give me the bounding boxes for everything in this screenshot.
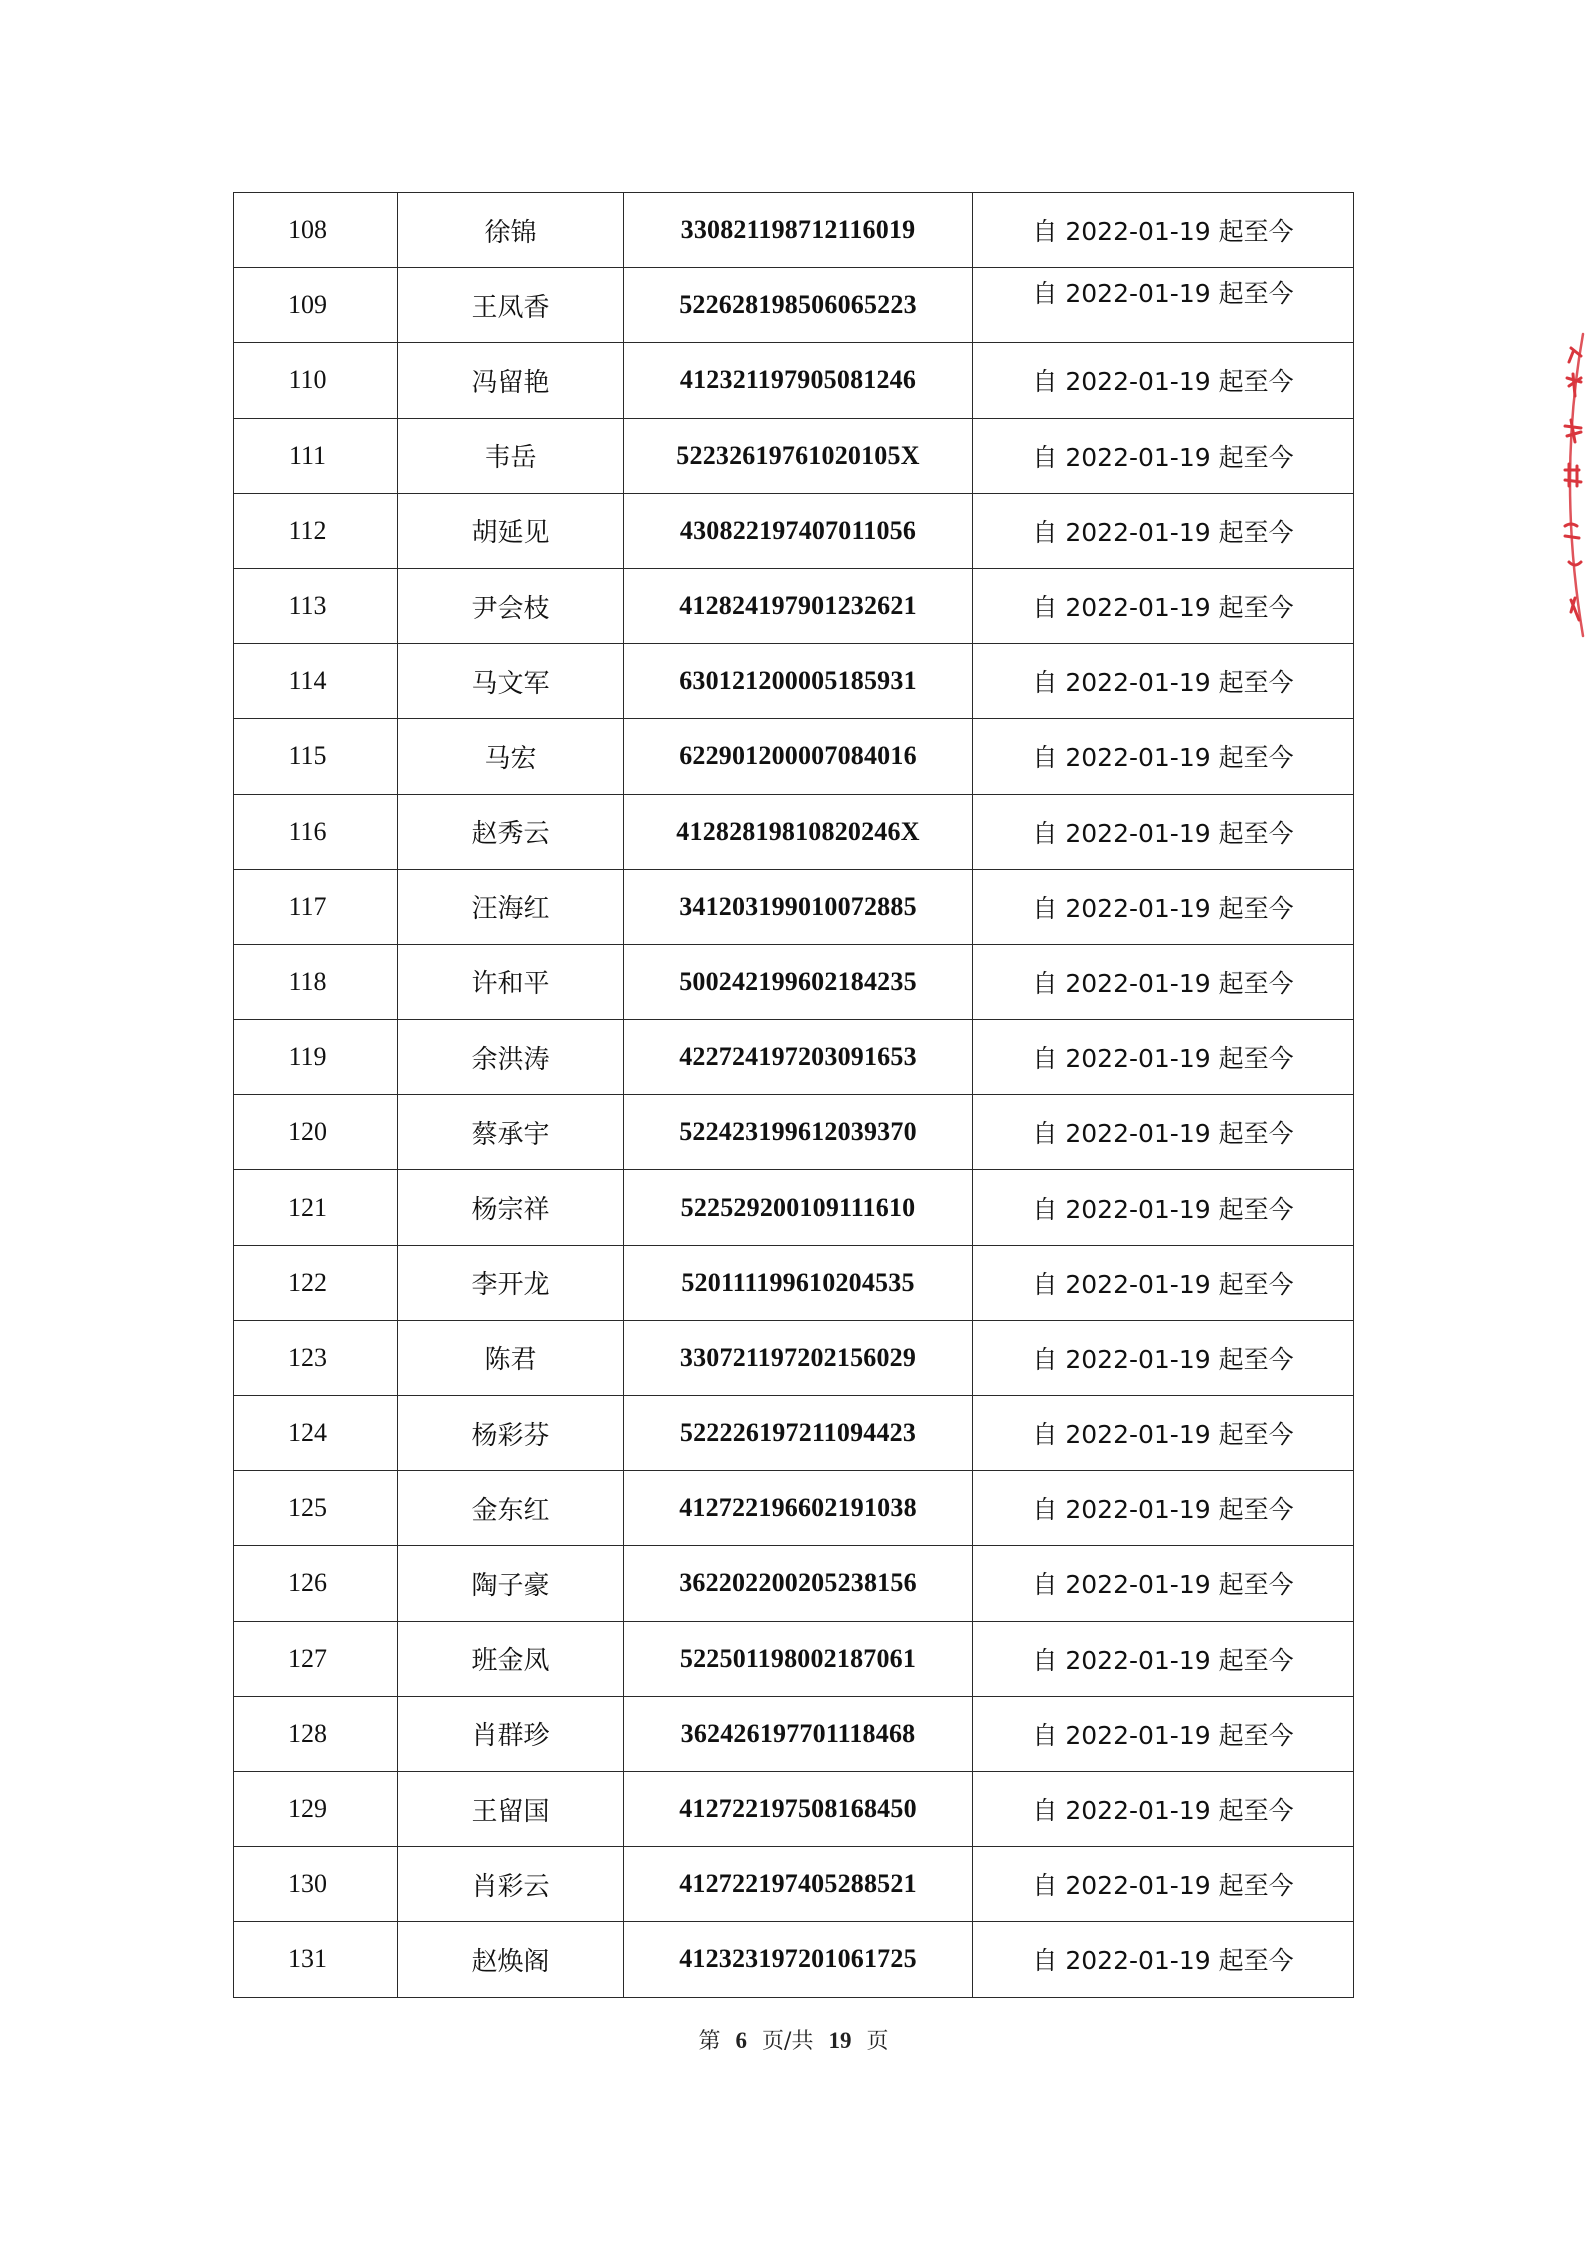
period-cell: 自 2022-01-19 起至今 — [973, 719, 1354, 794]
row-number-cell: 128 — [234, 1696, 398, 1771]
name-cell: 肖群珍 — [398, 1696, 624, 1771]
row-number-cell: 127 — [234, 1621, 398, 1696]
name-cell: 许和平 — [398, 944, 624, 1019]
name-cell: 蔡承宇 — [398, 1095, 624, 1170]
table-row — [234, 869, 1354, 944]
period-cell: 自 2022-01-19 起至今 — [973, 1922, 1354, 1997]
name-cell: 杨宗祥 — [398, 1170, 624, 1245]
table-row — [234, 1471, 1354, 1546]
period-cell: 自 2022-01-19 起至今 — [973, 418, 1354, 493]
id-number-cell: 520111199610204535 — [624, 1245, 973, 1320]
row-number-cell: 122 — [234, 1245, 398, 1320]
footer-middle: 页/共 — [762, 2029, 814, 2054]
table-row — [234, 1245, 1354, 1320]
row-number-cell: 118 — [234, 944, 398, 1019]
period-cell: 自 2022-01-19 起至今 — [973, 1245, 1354, 1320]
row-number-cell: 125 — [234, 1471, 398, 1546]
period-cell: 自 2022-01-19 起至今 — [973, 1696, 1354, 1771]
table-row — [234, 1020, 1354, 1095]
name-cell: 马文军 — [398, 644, 624, 719]
id-number-cell: 412321197905081246 — [624, 343, 973, 418]
name-cell: 冯留艳 — [398, 343, 624, 418]
row-number-cell: 126 — [234, 1546, 398, 1621]
id-number-cell: 630121200005185931 — [624, 644, 973, 719]
row-number-cell: 124 — [234, 1396, 398, 1471]
id-number-cell: 412722197405288521 — [624, 1847, 973, 1922]
row-number-cell: 129 — [234, 1771, 398, 1846]
id-number-cell: 412722197508168450 — [624, 1771, 973, 1846]
table-row — [234, 644, 1354, 719]
row-number-cell: 110 — [234, 343, 398, 418]
name-cell: 马宏 — [398, 719, 624, 794]
table-row — [234, 1696, 1354, 1771]
period-cell: 自 2022-01-19 起至今 — [973, 1771, 1354, 1846]
id-number-cell: 522529200109111610 — [624, 1170, 973, 1245]
name-cell: 陈君 — [398, 1320, 624, 1395]
period-cell: 自 2022-01-19 起至今 — [973, 1471, 1354, 1546]
table-row — [234, 1922, 1354, 1997]
period-cell: 自 2022-01-19 起至今 — [973, 1020, 1354, 1095]
name-cell: 杨彩芬 — [398, 1396, 624, 1471]
name-cell: 尹会枝 — [398, 568, 624, 643]
id-number-cell: 341203199010072885 — [624, 869, 973, 944]
name-cell: 徐锦 — [398, 193, 624, 268]
id-number-cell: 522501198002187061 — [624, 1621, 973, 1696]
period-cell: 自 2022-01-19 起至今 — [973, 1847, 1354, 1922]
name-cell: 王留国 — [398, 1771, 624, 1846]
table-row — [234, 1771, 1354, 1846]
id-number-cell: 52232619761020105X — [624, 418, 973, 493]
name-cell: 汪海红 — [398, 869, 624, 944]
name-cell: 胡延见 — [398, 493, 624, 568]
row-number-cell: 117 — [234, 869, 398, 944]
id-number-cell: 522226197211094423 — [624, 1396, 973, 1471]
period-cell: 自 2022-01-19 起至今 — [973, 1170, 1354, 1245]
table-row — [234, 1320, 1354, 1395]
table-row — [234, 1396, 1354, 1471]
row-number-cell: 120 — [234, 1095, 398, 1170]
id-number-cell: 500242199602184235 — [624, 944, 973, 1019]
period-cell: 自 2022-01-19 起至今 — [973, 944, 1354, 1019]
row-number-cell: 121 — [234, 1170, 398, 1245]
period-cell: 自 2022-01-19 起至今 — [973, 1095, 1354, 1170]
name-cell: 肖彩云 — [398, 1847, 624, 1922]
id-number-cell: 330821198712116019 — [624, 193, 973, 268]
period-cell: 自 2022-01-19 起至今 — [973, 493, 1354, 568]
footer-prefix: 第 — [698, 2029, 721, 2054]
row-number-cell: 123 — [234, 1320, 398, 1395]
name-cell: 王凤香 — [398, 268, 624, 343]
name-cell: 韦岳 — [398, 418, 624, 493]
period-cell: 自 2022-01-19 起至今 — [973, 193, 1354, 268]
table-row — [234, 719, 1354, 794]
id-number-cell: 362202200205238156 — [624, 1546, 973, 1621]
id-number-cell: 522423199612039370 — [624, 1095, 973, 1170]
footer-suffix: 页 — [866, 2029, 889, 2054]
roster-table-body — [234, 193, 1354, 1998]
name-cell: 赵焕阁 — [398, 1922, 624, 1997]
row-number-cell: 116 — [234, 794, 398, 869]
table-row — [234, 268, 1354, 343]
id-number-cell: 422724197203091653 — [624, 1020, 973, 1095]
table-row — [234, 1847, 1354, 1922]
row-number-cell: 119 — [234, 1020, 398, 1095]
row-number-cell: 115 — [234, 719, 398, 794]
period-cell: 自 2022-01-19 起至今 — [973, 869, 1354, 944]
name-cell: 赵秀云 — [398, 794, 624, 869]
id-number-cell: 41282819810820246X — [624, 794, 973, 869]
id-number-cell: 412824197901232621 — [624, 568, 973, 643]
period-cell: 自 2022-01-19 起至今 — [973, 794, 1354, 869]
period-cell: 自 2022-01-19 起至今 — [973, 1320, 1354, 1395]
id-number-cell: 622901200007084016 — [624, 719, 973, 794]
row-number-cell: 114 — [234, 644, 398, 719]
name-cell: 李开龙 — [398, 1245, 624, 1320]
table-row — [234, 1546, 1354, 1621]
table-row — [234, 193, 1354, 268]
row-number-cell: 108 — [234, 193, 398, 268]
period-cell: 自 2022-01-19 起至今 — [973, 1396, 1354, 1471]
roster-table — [233, 192, 1354, 1998]
current-page-number: 6 — [735, 2028, 748, 2053]
table-row — [234, 1621, 1354, 1696]
row-number-cell: 112 — [234, 493, 398, 568]
period-cell: 自 2022-01-19 起至今 — [973, 343, 1354, 418]
row-number-cell: 131 — [234, 1922, 398, 1997]
table-row — [234, 944, 1354, 1019]
table-row — [234, 1095, 1354, 1170]
row-number-cell: 109 — [234, 268, 398, 343]
table-row — [234, 794, 1354, 869]
table-row — [234, 418, 1354, 493]
table-row — [234, 568, 1354, 643]
name-cell: 班金凤 — [398, 1621, 624, 1696]
period-cell: 自 2022-01-19 起至今 — [973, 1621, 1354, 1696]
name-cell: 余洪涛 — [398, 1020, 624, 1095]
name-cell: 金东红 — [398, 1471, 624, 1546]
period-cell: 自 2022-01-19 起至今 — [973, 268, 1354, 343]
row-number-cell: 130 — [234, 1847, 398, 1922]
seal-fragment — [1543, 330, 1587, 640]
id-number-cell: 412323197201061725 — [624, 1922, 973, 1997]
name-cell: 陶子豪 — [398, 1546, 624, 1621]
table-row — [234, 493, 1354, 568]
id-number-cell: 362426197701118468 — [624, 1696, 973, 1771]
row-number-cell: 111 — [234, 418, 398, 493]
id-number-cell: 412722196602191038 — [624, 1471, 973, 1546]
id-number-cell: 330721197202156029 — [624, 1320, 973, 1395]
total-pages-number: 19 — [828, 2028, 852, 2053]
table-row — [234, 1170, 1354, 1245]
row-number-cell: 113 — [234, 568, 398, 643]
id-number-cell: 430822197407011056 — [624, 493, 973, 568]
period-cell: 自 2022-01-19 起至今 — [973, 644, 1354, 719]
period-cell: 自 2022-01-19 起至今 — [973, 1546, 1354, 1621]
period-cell: 自 2022-01-19 起至今 — [973, 568, 1354, 643]
page-footer — [0, 2024, 1587, 2055]
id-number-cell: 522628198506065223 — [624, 268, 973, 343]
table-row — [234, 343, 1354, 418]
